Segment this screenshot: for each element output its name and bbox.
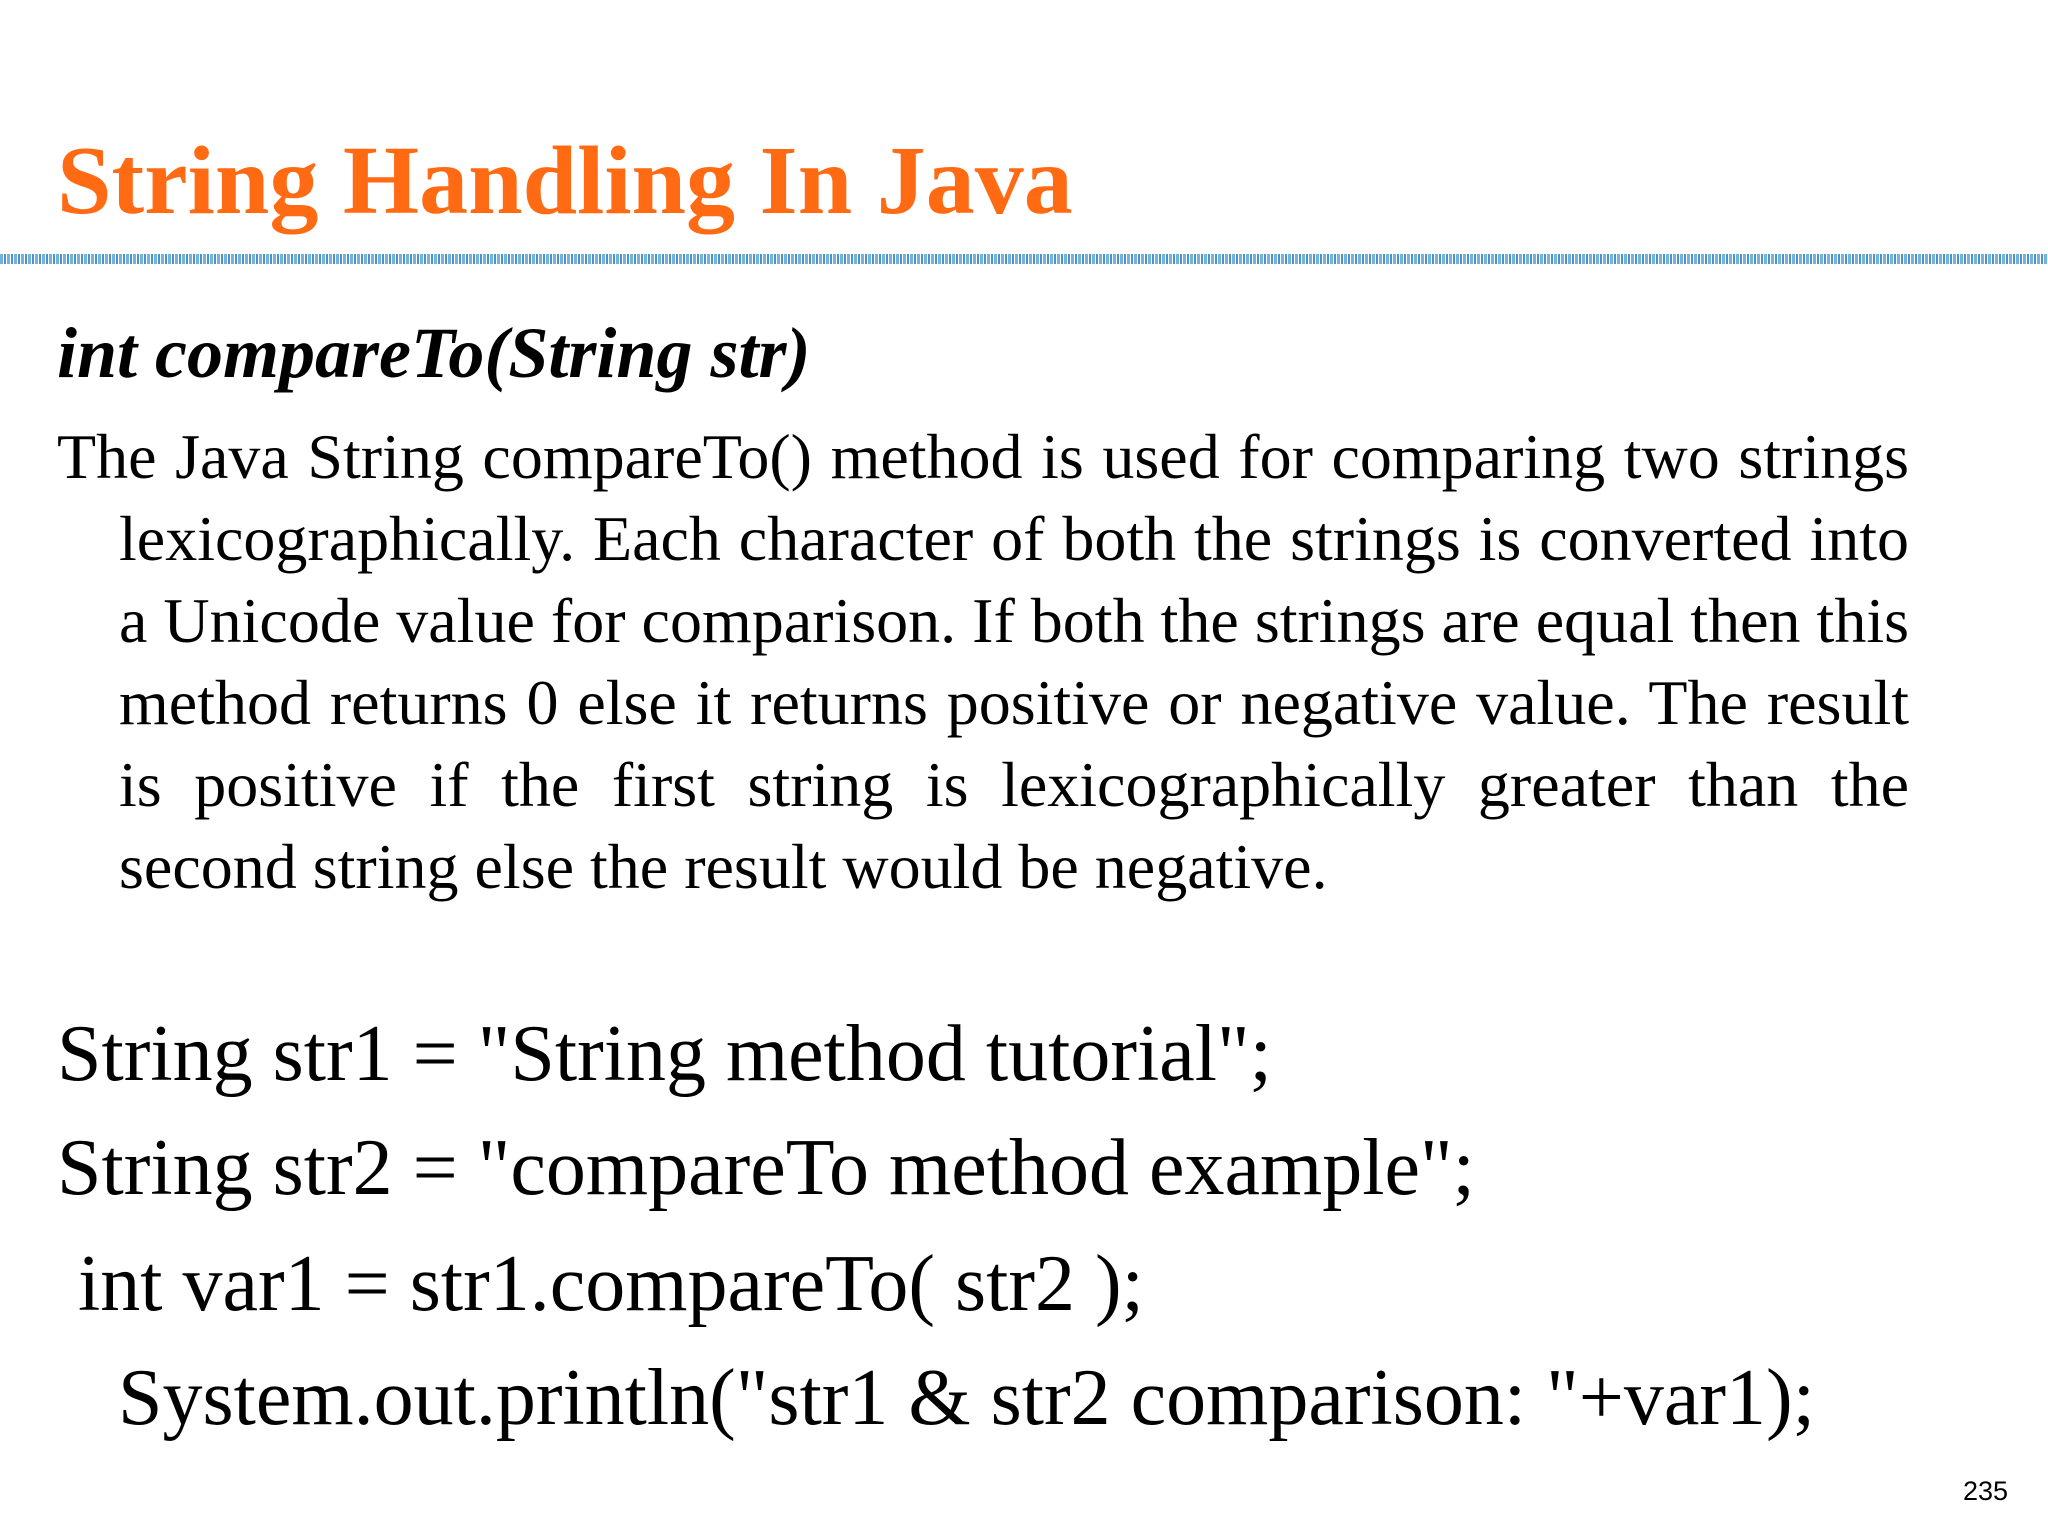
method-description: The Java String compareTo() method is used for comparing two strings lexicographically. Each character of both the strings is converted into a Unicode value for comparison. If both the strings are equal then this method returns 0 else it returns positive or negative value. The result is positive if the first string is lexicographically greater than the second string else the result would be negative. xyxy=(57,421,1909,902)
code-line-3: int var1 = str1.compareTo( str2 ); xyxy=(78,1240,1144,1328)
page-number: 235 xyxy=(1962,1476,2008,1506)
method-signature-heading: int compareTo(String str) xyxy=(57,313,811,393)
slide-title: String Handling In Java xyxy=(57,127,1073,235)
title-divider xyxy=(0,254,2048,264)
code-line-4: System.out.println("str1 & str2 comparison: "+var1); xyxy=(118,1354,1815,1442)
code-line-1: String str1 = "String method tutorial"; xyxy=(57,1010,1272,1098)
code-line-2: String str2 = "compareTo method example"; xyxy=(57,1124,1475,1212)
